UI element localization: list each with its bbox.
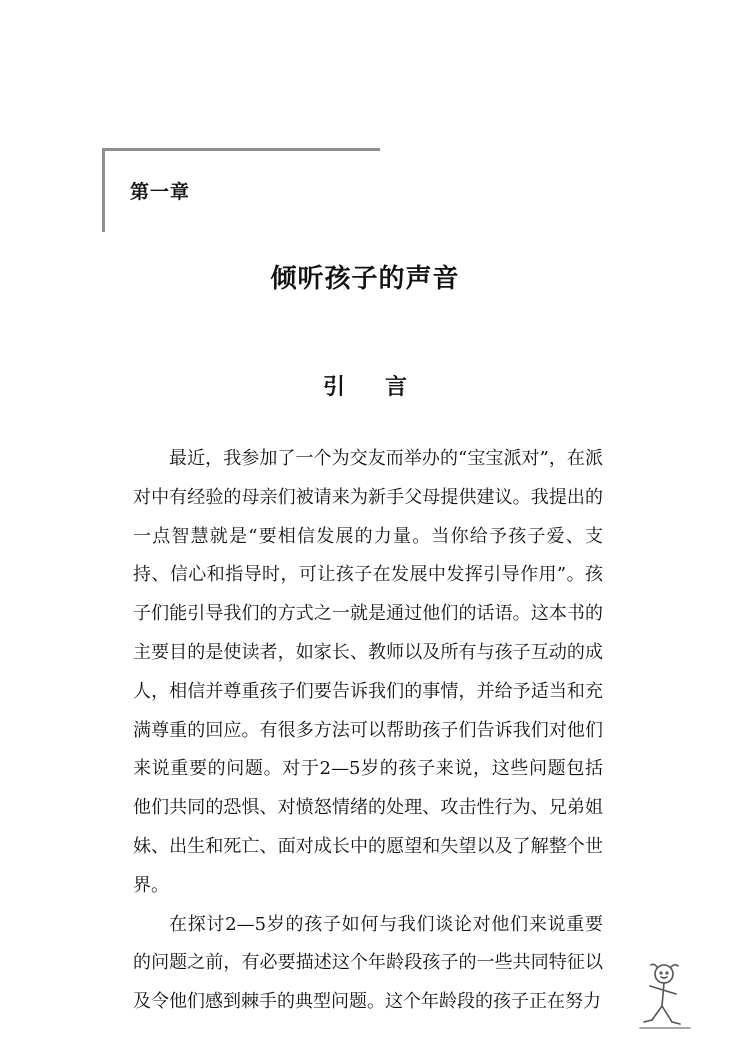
paragraph: 在探讨2—5岁的孩子如何与我们谈论对他们来说重要的问题之前，有必要描述这个年龄段孩子的一些共同特征以及令他们感到棘手的典型问题。这个年龄段的孩子正在努力 — [133, 913, 603, 1013]
child-drawing-icon — [630, 962, 700, 1034]
chapter-label: 第一章 — [130, 181, 191, 203]
chapter-title: 倾听孩子的声音 — [270, 264, 460, 294]
body-text — [133, 440, 603, 1022]
paragraph: 最近，我参加了一个为交友而举办的“宝宝派对”，在派对中有经验的母亲们被请来为新手父母提供建议。我提出的一点智慧就是“要相信发展的力量。当你给予孩子爱、支持、信心和指导时，可让孩子在发展中发挥引导作用”。孩子们能引导我们的方式之一就是通过他们的话语。这本书的主要目的是使读者，如家长、教师以及所有与孩子互动的成人，相信并尊重孩子们要告诉我们的事情，并给予适当和充满尊重的回应。有很多方法可以帮助孩子们告诉我们对他们来说重要的问题。对于2—5岁的孩子来说，这些问题包括他们共同的恐惧、对愤怒情绪的处理、攻击性行为、兄弟姐妹、出生和死亡、面对成长中的愿望和失望以及了解整个世界。 — [133, 448, 603, 896]
section-title: 引言 — [322, 375, 447, 400]
